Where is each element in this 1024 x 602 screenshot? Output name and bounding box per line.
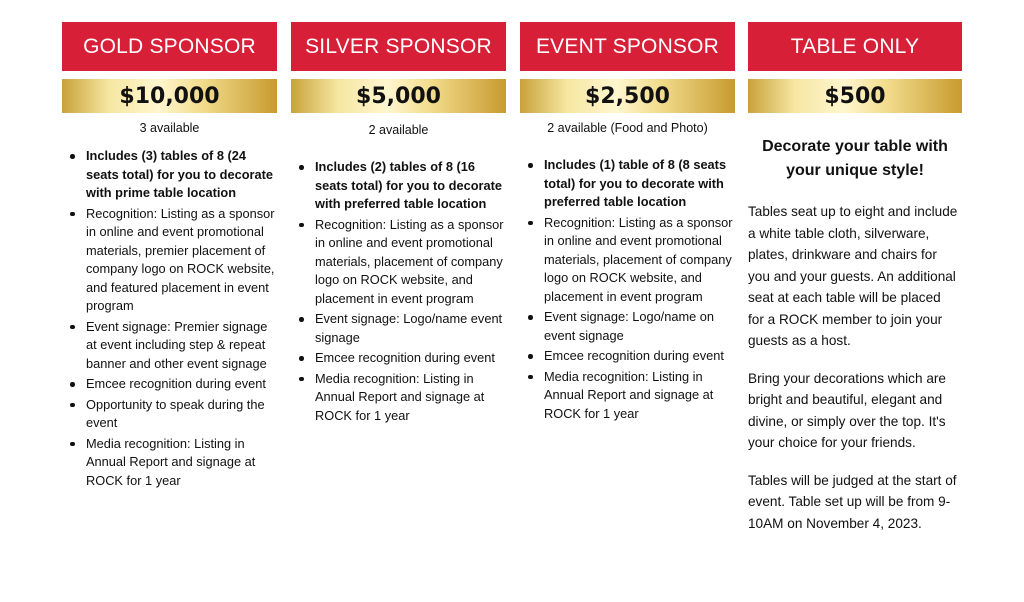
benefit-item: Event signage: Premier signage at event including step & repeat banner and other event signage	[62, 318, 277, 374]
tier-table-only	[748, 22, 962, 534]
tier-price: $500	[748, 79, 962, 113]
tier-silver	[291, 22, 506, 427]
benefit-item: Emcee recognition during event	[520, 347, 735, 366]
table-heading: Decorate your table with your unique style!	[762, 138, 948, 179]
tier-event	[520, 22, 735, 425]
benefit-item: Event signage: Logo/name on event signage	[520, 308, 735, 345]
tier-availability: 2 available (Food and Photo)	[547, 121, 708, 135]
benefit-list	[62, 147, 277, 490]
benefit-item: Includes (3) tables of 8 (24 seats total) for you to decorate with prime table location	[62, 147, 277, 203]
table-paragraph: Bring your decorations which are bright and beautiful, elegant and divine, or simply over the top. It's your choice for your friends.	[748, 370, 946, 450]
benefit-item: Emcee recognition during event	[291, 349, 506, 368]
tier-title: EVENT SPONSOR	[520, 22, 735, 71]
benefit-item: Media recognition: Listing in Annual Report and signage at ROCK for 1 year	[62, 435, 277, 491]
table-description	[748, 135, 962, 534]
benefit-item: Recognition: Listing as a sponsor in online and event promotional materials, placement of company logo on ROCK website, and placement in event program	[520, 214, 735, 307]
tier-price: $10,000	[62, 79, 277, 113]
tier-gold	[62, 22, 277, 492]
benefit-item: Includes (2) tables of 8 (16 seats total) for you to decorate with preferred table location	[291, 158, 506, 214]
tier-title: TABLE ONLY	[748, 22, 962, 71]
tier-availability: 2 available	[368, 123, 429, 137]
table-paragraph: Tables will be judged at the start of event. Table set up will be from 9-10AM on November 4, 2023.	[748, 472, 957, 531]
benefit-list	[291, 158, 506, 425]
tier-price: $2,500	[520, 79, 735, 113]
benefit-item: Emcee recognition during event	[62, 375, 277, 394]
tier-price: $5,000	[291, 79, 506, 113]
tier-title: GOLD SPONSOR	[62, 22, 277, 71]
benefit-item: Includes (1) table of 8 (8 seats total) for you to decorate with preferred table location	[520, 156, 735, 212]
benefit-item: Media recognition: Listing in Annual Report and signage at ROCK for 1 year	[520, 368, 735, 424]
benefit-item: Recognition: Listing as a sponsor in online and event promotional materials, premier placement of company logo on ROCK website, and featured placement in event program	[62, 205, 277, 316]
benefit-list	[520, 156, 735, 423]
benefit-item: Recognition: Listing as a sponsor in online and event promotional materials, placement of company logo on ROCK website, and placement in event program	[291, 216, 506, 309]
tier-availability: 3 available	[139, 121, 200, 135]
benefit-item: Opportunity to speak during the event	[62, 396, 277, 433]
benefit-item: Event signage: Logo/name event signage	[291, 310, 506, 347]
benefit-item: Media recognition: Listing in Annual Report and signage at ROCK for 1 year	[291, 370, 506, 426]
table-paragraph: Tables seat up to eight and include a white table cloth, silverware, plates, drinkware and chairs for you and your guests. An additional seat at each table will be placed for a ROCK member to join your guests as a host.	[748, 204, 958, 348]
tier-title: SILVER SPONSOR	[291, 22, 506, 71]
